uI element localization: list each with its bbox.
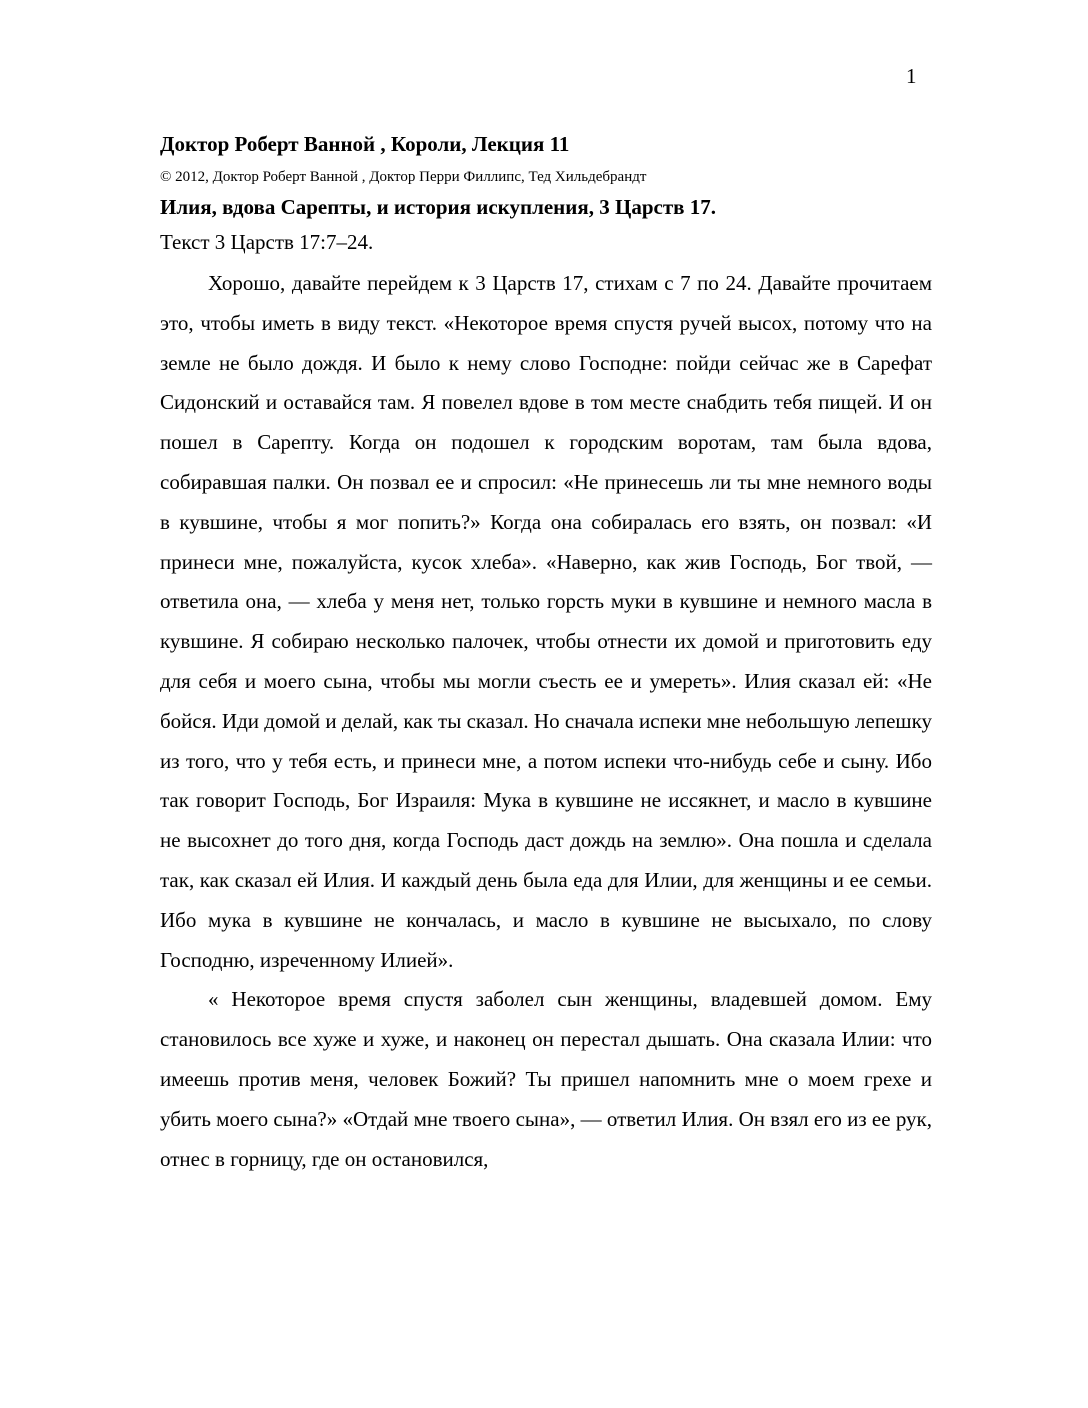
copyright-line: © 2012, Доктор Роберт Ванной , Доктор Перри Филлипс, Тед Хильдебрандт — [160, 169, 647, 185]
paragraph: Хорошо, давайте перейдем к 3 Царств 17, стихам с 7 по 24. Давайте прочитаем это, чтобы иметь в виду текст. «Некоторое время спустя ручей высох, потому что на земле не было дождя. И было к нему слово Господне: пойди сейчас же в Сарефат Сидонский и оставайся там. Я повелел вдове в том месте снабдить тебя пищей. И он пошел в Сарепту. Когда он подошел к городским воротам, там была вдова, собиравшая палки. Он позвал ее и спросил: «Не принесешь ли ты мне немного воды в кувшине, чтобы я мог попить?» Когда она собиралась его взять, он позвал: «И принеси мне, пожалуйста, кусок хлеба». «Наверно, как жив Господь, Бог твой, — ответила она, — хлеба у меня нет, только горсть муки в кувшине и немного масла в кувшине. Я собираю несколько палочек, чтобы отнести их домой и приготовить еду для себя и моего сына, чтобы мы могли съесть ее и умереть». Илия сказал ей: «Не бойся. Иди домой и делай, как ты сказал. Но сначала испеки мне небольшую лепешку из того, что у тебя есть, и принеси мне, а потом испеки что-нибудь себе и сыну. Ибо так говорит Господь, Бог Израиля: Мука в кувшине не иссякнет, и масло в кувшине не высохнет до того дня, когда Господь даст дождь на землю». Она пошла и сделала так, как сказал ей Илия. И каждый день была еда для Илии, для женщины и ее семьи. Ибо мука в кувшине не кончалась, и масло в кувшине не высыхало, по слову Господню, изреченному Илией». — [160, 271, 932, 972]
page-number: 1 — [906, 64, 917, 88]
scripture-reference: Текст 3 Царств 17:7–24. — [160, 230, 374, 254]
lecture-subtitle: Илия, вдова Сарепты, и история искупления, 3 Царств 17. — [160, 195, 716, 219]
document-body — [160, 126, 932, 1179]
paragraph: « Некоторое время спустя заболел сын женщины, владевшей домом. Ему становилось все хуже и хуже, и наконец он перестал дышать. Она сказала Илии: что имеешь против меня, человек Божий? Ты пришел напомнить мне о моем грехе и убить моего сына?» «Отдай мне твоего сына», — ответил Илия. Он взял его из ее рук, отнес в горницу, где он остановился, — [160, 987, 932, 1171]
document-title: Доктор Роберт Ванной , Короли, Лекция 11 — [160, 132, 570, 156]
